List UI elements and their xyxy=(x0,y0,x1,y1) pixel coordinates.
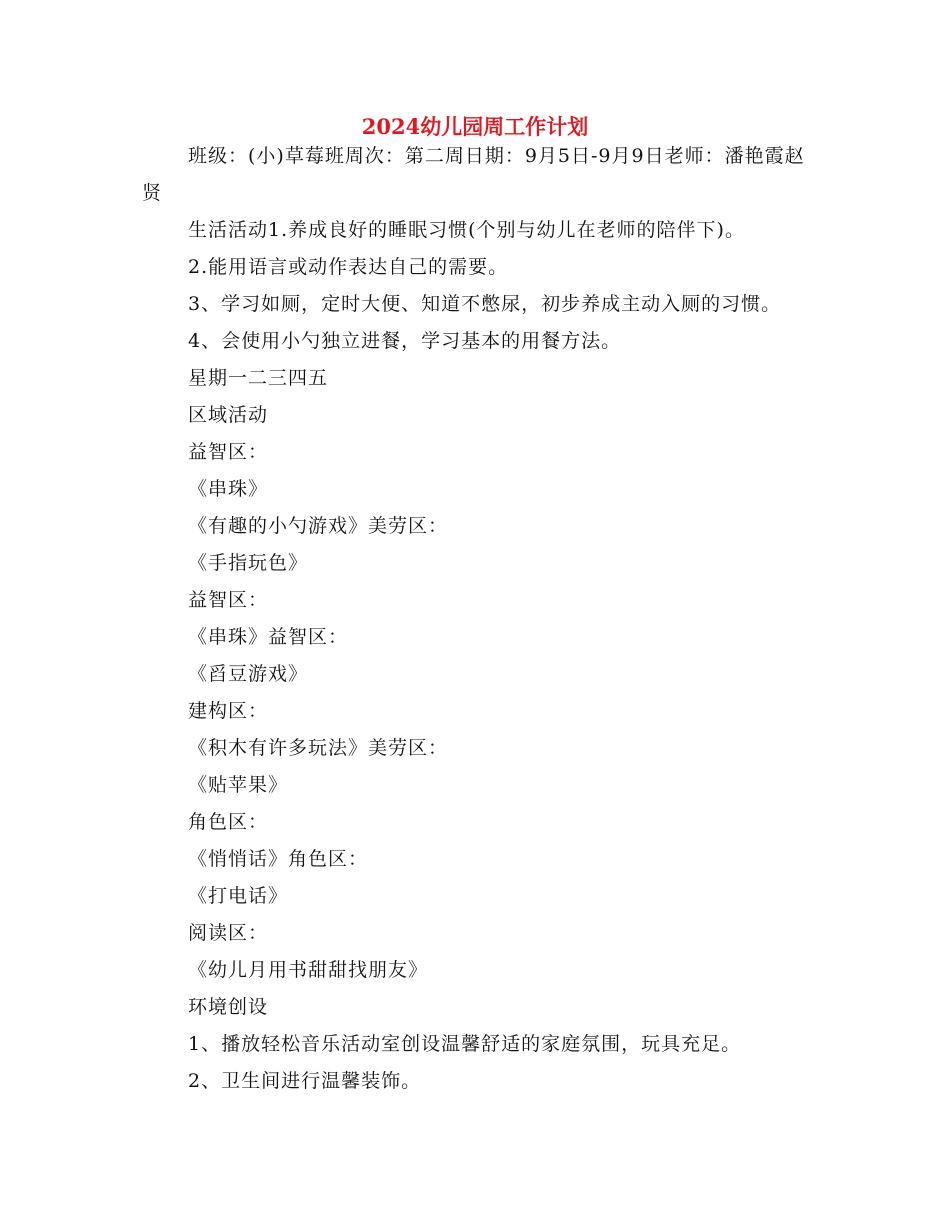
area-line: 《贴苹果》 xyxy=(188,774,289,796)
life-activity-item-1: 生活活动1.养成良好的睡眠习惯(个别与幼儿在老师的陪伴下)。 xyxy=(188,219,745,241)
area-line: 《舀豆游戏》 xyxy=(188,663,309,685)
document-body xyxy=(142,138,822,1100)
area-line: 角色区： xyxy=(188,811,269,833)
life-activity-item-3: 3、学习如厕，定时大便、知道不憋尿，初步养成主动入厕的习惯。 xyxy=(188,293,782,315)
section-heading-area-activities: 区域活动 xyxy=(188,404,269,426)
area-line: 《串珠》益智区： xyxy=(188,626,349,648)
life-activity-item-4: 4、会使用小勺独立进餐，学习基本的用餐方法。 xyxy=(188,330,622,352)
document-title: 2024幼儿园周工作计划 xyxy=(361,114,589,139)
area-line: 《打电话》 xyxy=(188,885,289,907)
area-line: 《串珠》 xyxy=(188,478,269,500)
area-line: 益智区： xyxy=(188,441,269,463)
area-line: 《悄悄话》角色区： xyxy=(188,848,369,870)
area-line: 建构区： xyxy=(188,700,269,722)
weekday-header: 星期一二三四五 xyxy=(188,367,329,389)
area-line: 益智区： xyxy=(188,589,269,611)
area-line: 《幼儿月用书甜甜找朋友》 xyxy=(188,959,429,981)
section-heading-environment: 环境创设 xyxy=(188,996,269,1018)
environment-item-1: 1、播放轻松音乐活动室创设温馨舒适的家庭氛围，玩具充足。 xyxy=(188,1033,742,1055)
life-activity-item-2: 2.能用语言或动作表达自己的需要。 xyxy=(188,256,509,278)
area-line: 《手指玩色》 xyxy=(188,552,309,574)
area-line: 《积木有许多玩法》美劳区： xyxy=(188,737,449,759)
area-line: 阅读区： xyxy=(188,922,269,944)
class-info-paragraph: 班级：(小)草莓班周次：第二周日期：9月5日-9月9日老师：潘艳霞赵贤 xyxy=(142,145,805,204)
area-line: 《有趣的小勺游戏》美劳区： xyxy=(188,515,449,537)
environment-item-2: 2、卫生间进行温馨装饰。 xyxy=(188,1070,422,1092)
